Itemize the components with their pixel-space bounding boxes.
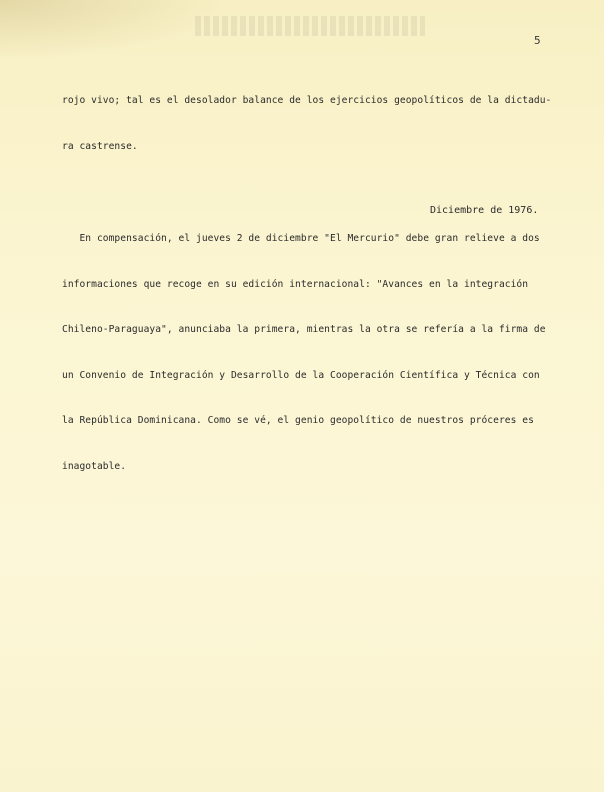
text-line: rojo vivo; tal es el desolador balance de los ejercicios geopolíticos de la dictadu- bbox=[62, 95, 552, 107]
text-line: informaciones que recoge en su edición internacional: "Avances en la integración bbox=[62, 278, 529, 290]
text-line: ra castrense. bbox=[62, 141, 138, 152]
body-text bbox=[62, 63, 602, 505]
text-line: la República Dominicana. Como se vé, el genio geopolítico de nuestros próceres es bbox=[62, 415, 534, 427]
date-line: Diciembre de 1976. bbox=[430, 205, 539, 216]
page-number: 5 bbox=[534, 34, 541, 47]
bleed-through-text bbox=[195, 16, 425, 36]
text-line: Chileno-Paraguaya", anunciaba la primera, mientras la otra se refería a la firma de bbox=[62, 324, 546, 336]
paragraph-gap bbox=[62, 185, 602, 201]
text-line: un Convenio de Integración y Desarrollo de la Cooperación Científica y Técnica con bbox=[62, 369, 540, 381]
text-line: inagotable. bbox=[62, 460, 127, 472]
text-line: En compensación, el jueves 2 de diciembre "El Mercurio" debe gran relieve a dos bbox=[62, 233, 540, 244]
